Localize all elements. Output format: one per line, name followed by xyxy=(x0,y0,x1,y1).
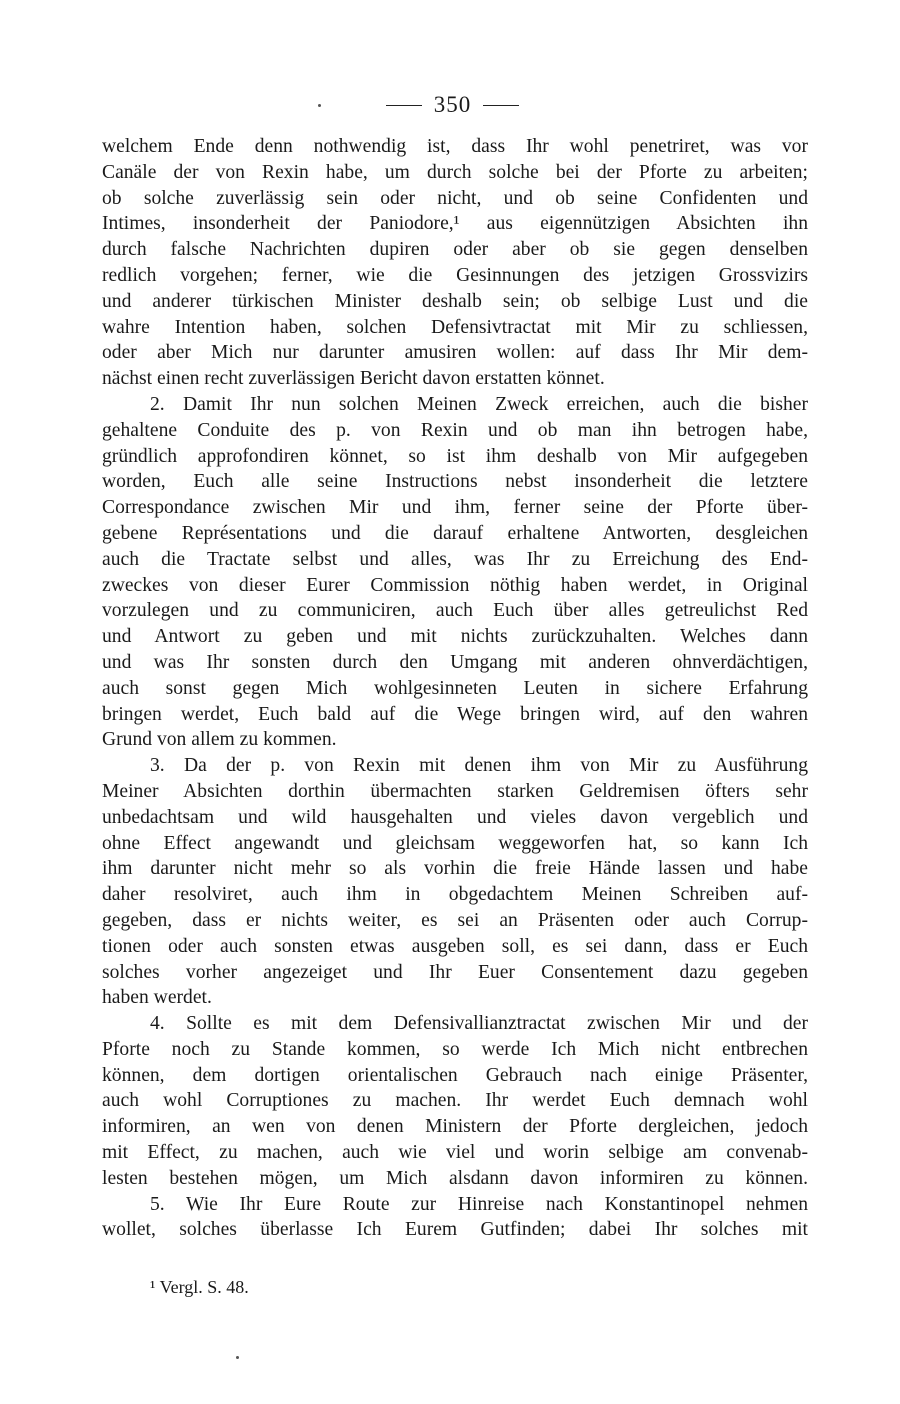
text-line: lesten bestehen mögen, um Mich alsdann davon informiren zu können. xyxy=(102,1167,808,1189)
text-line: zweckes von dieser Eurer Commission nöthig haben werdet, in Original xyxy=(102,574,808,596)
text-line: vorzulegen und zu communiciren, auch Euch über alles getreulichst Red xyxy=(102,600,808,622)
text-line: bringen werdet, Euch bald auf die Wege bringen wird, auf den wahren xyxy=(102,703,808,725)
text-line: ihm darunter nicht mehr so als vorhin die freie Hände lassen und habe xyxy=(102,858,808,880)
text-line: Correspondance zwischen Mir und ihm, ferner seine der Pforte über- xyxy=(102,497,808,519)
text-line: redlich vorgehen; ferner, wie die Gesinnungen des jetzigen Grossvizirs xyxy=(102,264,808,286)
text-line: mit Effect, zu machen, auch wie viel und worin selbige am convenab- xyxy=(102,1142,808,1164)
text-line: 4. Sollte es mit dem Defensivallianztractat zwischen Mir und der xyxy=(150,1013,808,1035)
scan-speck xyxy=(318,104,321,107)
text-line: 2. Damit Ihr nun solchen Meinen Zweck erreichen, auch die bisher xyxy=(150,393,808,415)
text-line: tionen oder auch sonsten etwas ausgeben soll, es sei dann, dass er Euch xyxy=(102,935,808,957)
text-line: wollet, solches überlasse Ich Eurem Gutfinden; dabei Ihr solches mit xyxy=(102,1219,808,1241)
text-line: unbedachtsam und wild hausgehalten und vieles davon vergeblich und xyxy=(102,806,808,828)
text-line: gehaltene Conduite des p. von Rexin und ob man ihn betrogen habe, xyxy=(102,419,808,441)
text-line: nächst einen recht zuverlässigen Bericht davon erstatten könnet. xyxy=(102,368,605,390)
text-line: auch wohl Corruptiones zu machen. Ihr werdet Euch demnach wohl xyxy=(102,1090,808,1112)
paragraph-5 xyxy=(102,1192,808,1244)
body-text xyxy=(102,134,808,1243)
text-line: ob solche zuverlässig sein oder nicht, und ob seine Confidenten und xyxy=(102,187,808,209)
paragraph-3 xyxy=(102,753,808,1011)
text-line: Intimes, insonderheit der Paniodore,¹ aus eigennützigen Absichten ihn xyxy=(102,213,808,235)
text-line: 5. Wie Ihr Eure Route zur Hinreise nach Konstantinopel nehmen xyxy=(150,1193,808,1215)
text-line: Meiner Absichten dorthin übermachten starken Geldremisen öfters sehr xyxy=(102,780,808,802)
paragraph-1 xyxy=(102,134,808,392)
text-line: Canäle der von Rexin habe, um durch solche bei der Pforte zu arbeiten; xyxy=(102,161,808,183)
text-line: solches vorher angezeiget und Ihr Euer Consentement dazu gegeben xyxy=(102,961,808,983)
text-line: auch die Tractate selbst und alles, was Ihr zu Erreichung des End- xyxy=(102,548,808,570)
text-line: auch sonst gegen Mich wohlgesinneten Leuten in sichere Erfahrung xyxy=(102,677,808,699)
text-line: ohne Effect angewandt und gleichsam weggeworfen hat, so kann Ich xyxy=(102,832,808,854)
text-line: oder aber Mich nur darunter amusiren wollen: auf dass Ihr Mir dem- xyxy=(102,342,808,364)
text-line: wahre Intention haben, solchen Defensivtractat mit Mir zu schliessen, xyxy=(102,316,808,338)
header-rule-left xyxy=(386,105,422,106)
text-line: Grund von allem zu kommen. xyxy=(102,729,337,751)
page-header xyxy=(370,90,535,120)
text-line: worden, Euch alle seine Instructions nebst insonderheit die letztere xyxy=(102,471,808,493)
text-line: daher resolviret, auch ihm in obgedachtem Meinen Schreiben auf- xyxy=(102,884,808,906)
text-line: und anderer türkischen Minister deshalb sein; ob selbige Lust und die xyxy=(102,290,808,312)
page-number: 350 xyxy=(433,92,472,117)
text-line: welchem Ende denn nothwendig ist, dass Ihr wohl penetriret, was vor xyxy=(102,136,808,157)
text-line: informiren, an wen von denen Ministern der Pforte dergleichen, jedoch xyxy=(102,1116,808,1138)
text-line: und was Ihr sonsten durch den Umgang mit anderen ohnverdächtigen, xyxy=(102,651,808,673)
scan-speck xyxy=(236,1356,239,1359)
text-line: Pforte noch zu Stande kommen, so werde Ich Mich nicht entbrechen xyxy=(102,1038,808,1060)
text-line: gründlich approfondiren könnet, so ist ihm deshalb von Mir aufgegeben xyxy=(102,445,808,467)
text-line: 3. Da der p. von Rexin mit denen ihm von Mir zu Ausführung xyxy=(150,755,808,777)
text-line: können, dem dortigen orientalischen Gebrauch nach einige Präsenter, xyxy=(102,1064,808,1086)
text-line: und Antwort zu geben und mit nichts zurückzuhalten. Welches dann xyxy=(102,626,808,648)
header-rule-right xyxy=(483,105,519,106)
footnote: ¹ Vergl. S. 48. xyxy=(150,1277,249,1297)
text-line: gegeben, dass er nichts weiter, es sei an Präsenten oder auch Corrup- xyxy=(102,909,808,931)
text-line: durch falsche Nachrichten dupiren oder aber ob sie gegen denselben xyxy=(102,239,808,261)
paragraph-2 xyxy=(102,392,808,753)
paragraph-4 xyxy=(102,1011,808,1192)
text-line: gebene Représentations und die darauf erhaltene Antworten, desgleichen xyxy=(102,522,808,544)
text-line: haben werdet. xyxy=(102,987,212,1009)
